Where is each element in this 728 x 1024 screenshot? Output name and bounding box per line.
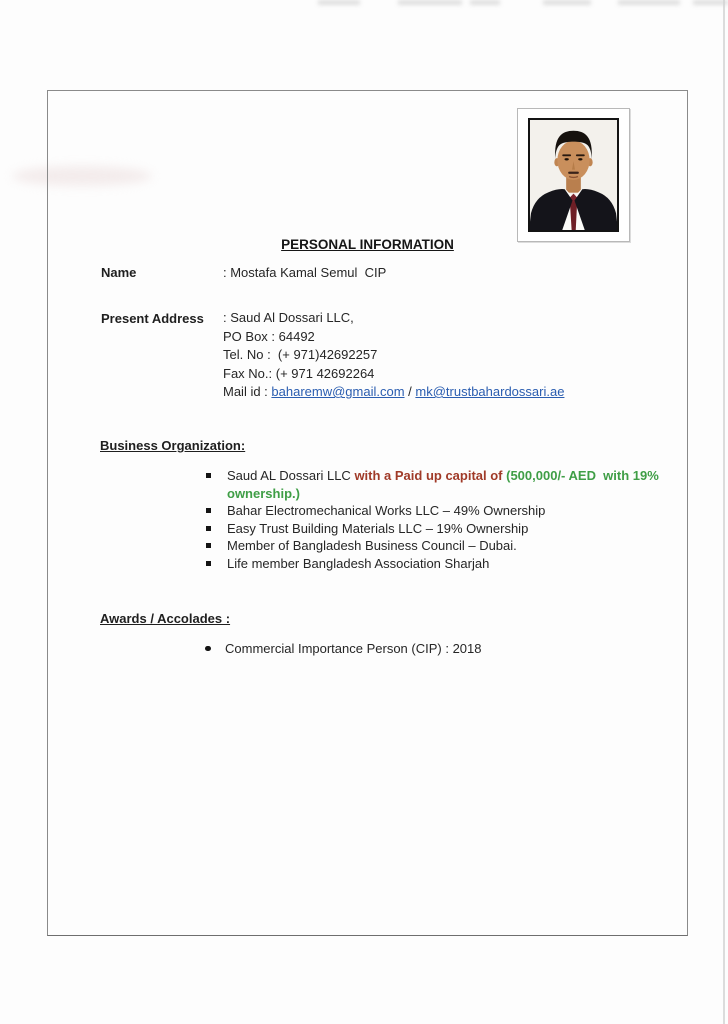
scan-smudge — [618, 0, 680, 5]
business-item-1-capital-text: with a Paid up capital of — [354, 468, 507, 483]
page-title — [47, 237, 688, 252]
round-bullet-icon — [205, 646, 211, 652]
business-organization-heading: Business Organization: — [100, 438, 246, 453]
address-line-mail — [223, 383, 564, 402]
square-bullet-icon — [206, 508, 211, 513]
name-value: : Mostafa Kamal Semul CIP — [223, 265, 387, 280]
business-item-easy-trust — [205, 521, 528, 536]
name-label: Name — [101, 265, 137, 280]
business-item-4-text: Member of Bangladesh Business Council – Dubai. — [227, 538, 517, 553]
scan-edge-line — [723, 0, 725, 1024]
scan-smudge — [318, 0, 360, 5]
awards-item-1-text: Commercial Importance Person (CIP) : 2018 — [225, 641, 482, 656]
business-item-bahar — [205, 503, 545, 518]
mail-label: Mail id : — [223, 384, 272, 399]
address-line-tel: Tel. No : (+ 971)42692257 — [223, 347, 378, 362]
mail-separator: / — [404, 384, 416, 399]
business-item-business-council — [205, 538, 517, 553]
portrait-photo — [528, 118, 619, 232]
address-line-pobox: PO Box : 64492 — [223, 328, 315, 344]
present-address-label: Present Address — [101, 311, 204, 326]
address-line-fax: Fax No.: (+ 971 42692264 — [223, 365, 375, 381]
business-item-1-amount-text: (500,000/- AED with 19% — [506, 468, 659, 483]
page-title-text: PERSONAL INFORMATION — [281, 237, 454, 252]
portrait-illustration — [530, 120, 617, 230]
address-line-company: : Saud Al Dossari LLC, — [223, 310, 354, 325]
business-item-1-ownership-text: ownership.) — [227, 486, 300, 501]
awards-item-cip — [205, 641, 481, 656]
business-item-1-text: Saud AL Dossari LLC — [227, 468, 355, 483]
square-bullet-icon — [206, 526, 211, 531]
business-item-association-sharjah — [205, 556, 489, 571]
square-bullet-icon — [206, 561, 211, 566]
square-bullet-icon — [206, 543, 211, 548]
business-item-2-text: Bahar Electromechanical Works LLC – 49% Ownership — [227, 503, 546, 518]
scan-smudge — [398, 0, 462, 5]
email-link-company[interactable]: mk@trustbahardossari.ae — [415, 384, 565, 399]
scan-smudge — [693, 0, 728, 5]
business-item-saud-al-dossari — [205, 468, 659, 483]
scan-smudge — [543, 0, 591, 5]
email-link-gmail[interactable]: baharemw@gmail.com — [271, 384, 405, 399]
business-item-5-text: Life member Bangladesh Association Sharjah — [227, 556, 490, 571]
scan-smudge — [470, 0, 500, 5]
photo-frame — [517, 108, 630, 242]
awards-heading: Awards / Accolades : — [100, 611, 231, 626]
business-item-saud-al-dossari-cont — [205, 486, 300, 501]
business-item-3-text: Easy Trust Building Materials LLC – 19% Ownership — [227, 521, 529, 536]
square-bullet-icon — [206, 473, 211, 478]
present-address-value — [223, 309, 564, 402]
